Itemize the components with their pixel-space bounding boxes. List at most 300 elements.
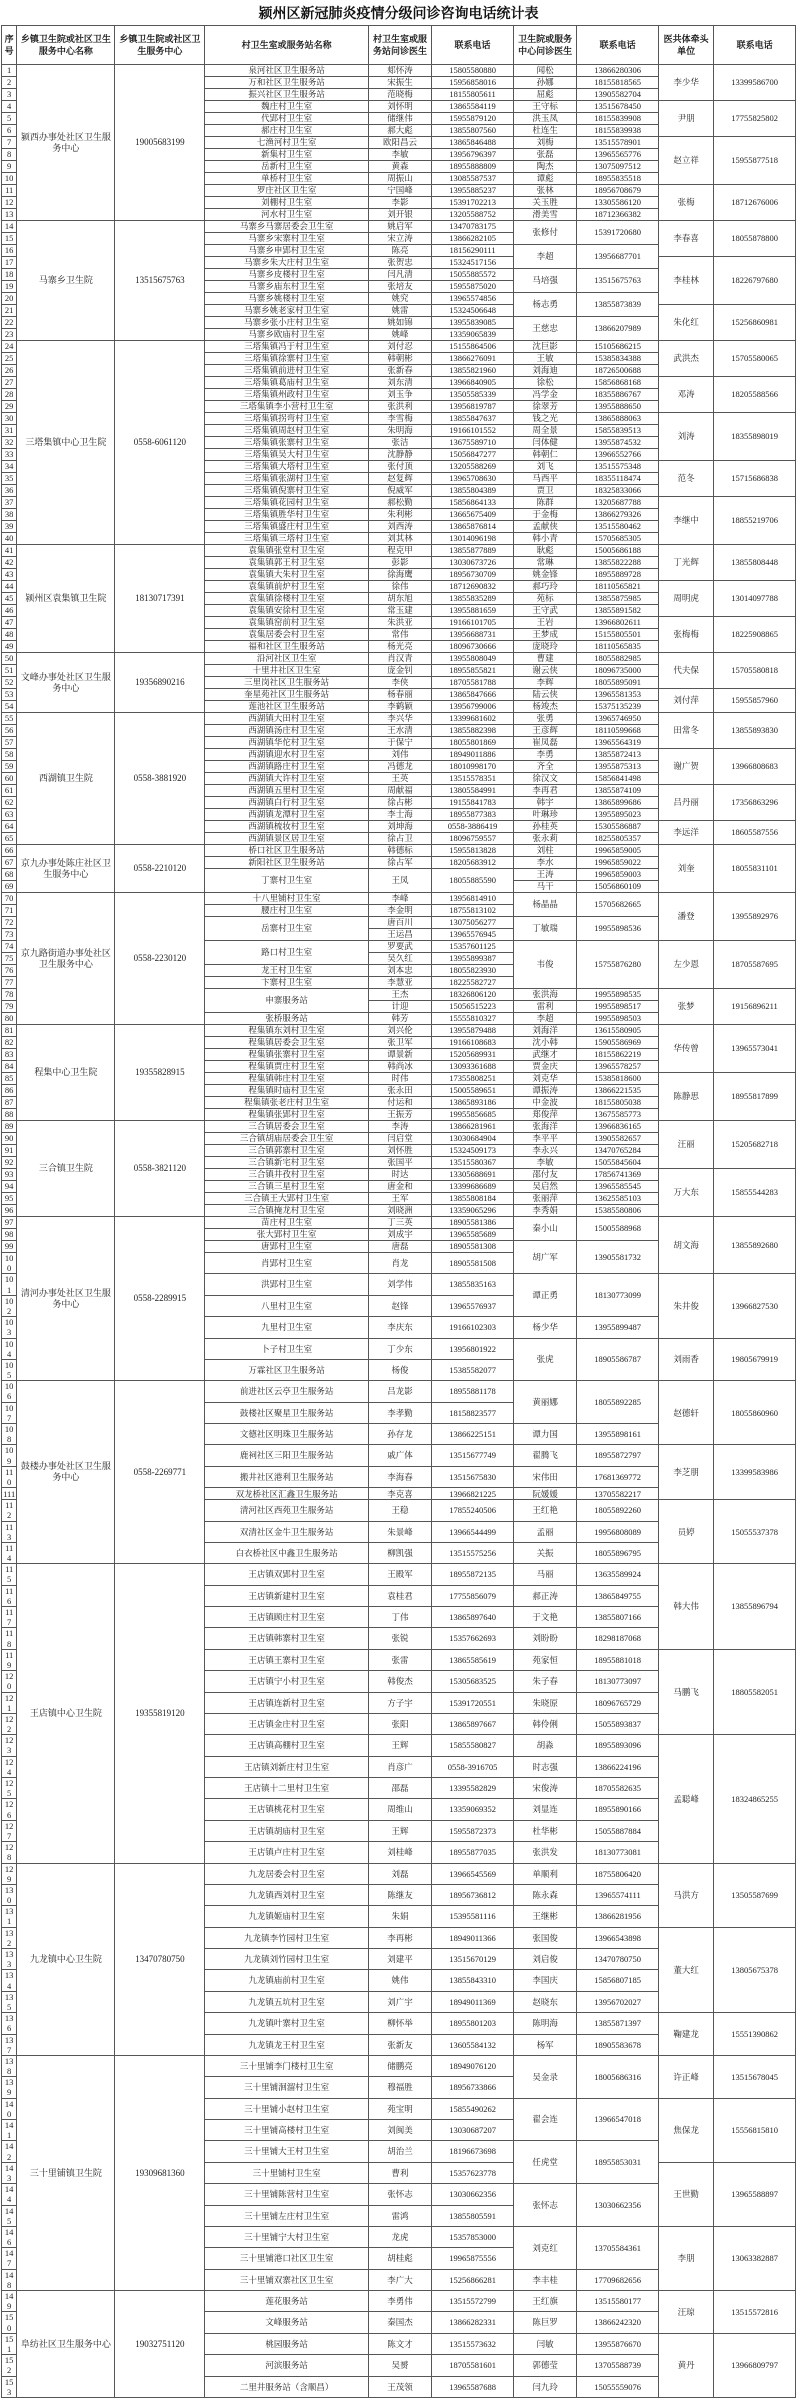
- station-name: 丁寨村卫生室: [205, 869, 369, 893]
- lead-phone: 19805679919: [714, 1338, 796, 1381]
- station-name: 九龙镇姬庙村卫生室: [205, 1906, 369, 1927]
- row-number: 106: [2, 1381, 17, 1402]
- village-doctor-phone: 18712690832: [432, 581, 514, 593]
- village-doctor: 周维山: [368, 1799, 431, 1820]
- village-doctor: 吴久红: [368, 953, 431, 965]
- row-number: 100: [2, 1253, 17, 1274]
- row-number: 78: [2, 989, 17, 1001]
- station-name: 单桥村卫生室: [205, 173, 369, 185]
- station-name: 王店镇桃花村卫生室: [205, 1799, 369, 1820]
- center-doctor-phone: 19965859005: [577, 845, 659, 857]
- lead-phone: 15715686838: [714, 461, 796, 497]
- center-doctor: 谭彪: [513, 173, 576, 185]
- village-doctor-phone: 13855882398: [432, 725, 514, 737]
- station-name: 卜子村卫生室: [205, 1338, 369, 1359]
- lead-phone: 13515572816: [714, 2291, 796, 2334]
- table-row: [2, 1564, 796, 1585]
- lead-phone: 15205682718: [714, 1121, 796, 1169]
- village-doctor-phone: 13865584119: [432, 101, 514, 113]
- village-doctor: 刘广宇: [368, 1991, 431, 2012]
- center-doctor-phone: 13965578257: [577, 1061, 659, 1073]
- village-doctor: 王辉: [368, 1735, 431, 1756]
- lead-phone: 18226797680: [714, 257, 796, 305]
- row-number: 39: [2, 521, 17, 533]
- village-doctor: 姚雷: [368, 305, 431, 317]
- lead-phone: 13855893830: [714, 713, 796, 749]
- center-doctor-phone: 13515678450: [577, 101, 659, 113]
- row-number: 43: [2, 569, 17, 581]
- row-number: 14: [2, 221, 17, 233]
- center-doctor-phone: 18110599668: [577, 725, 659, 737]
- center-doctor: 李秀娟: [513, 1205, 576, 1217]
- center-doctor-phone: 13855822288: [577, 557, 659, 569]
- lead-phone: 18805582051: [714, 1649, 796, 1735]
- center-doctor: 李国庆: [513, 1970, 576, 1991]
- village-doctor-phone: 19155841783: [432, 797, 514, 809]
- center-doctor: 钱之光: [513, 413, 576, 425]
- village-doctor: 孙存龙: [368, 1424, 431, 1445]
- row-number: 88: [2, 1109, 17, 1121]
- village-doctor: 李影: [368, 197, 431, 209]
- station-name: 三塔集镇张寨村卫生室: [205, 437, 369, 449]
- center-doctor: 胡淼: [513, 1735, 576, 1756]
- row-number: 61: [2, 785, 17, 797]
- village-doctor: 张贺忠: [368, 257, 431, 269]
- center-doctor-phone: 13905582704: [577, 89, 659, 101]
- village-doctor: 姚究: [368, 293, 431, 305]
- row-number: 41: [2, 545, 17, 557]
- row-number: 87: [2, 1097, 17, 1109]
- village-doctor-phone: 15555810327: [432, 1013, 514, 1025]
- center-doctor-phone: 18955893096: [577, 1735, 659, 1756]
- row-number: 79: [2, 1001, 17, 1013]
- lead-name: 张梅: [659, 185, 714, 221]
- table-row: [2, 2291, 796, 2312]
- center-doctor-phone: 13865849755: [577, 1585, 659, 1606]
- row-number: 77: [2, 977, 17, 989]
- lead-name: 周明虎: [659, 581, 714, 617]
- center-doctor: 陆云侠: [513, 689, 576, 701]
- center-doctor: 关振: [513, 1542, 576, 1563]
- station-name: 奎星苑社区卫生服务站: [205, 689, 369, 701]
- lead-phone: 15705580065: [714, 341, 796, 377]
- station-name: 新阳社区卫生服务站: [205, 857, 369, 869]
- village-doctor-phone: 18755813102: [432, 905, 514, 917]
- village-doctor-phone: 13866282331: [432, 2312, 514, 2333]
- village-doctor-phone: 18949011886: [432, 749, 514, 761]
- center-doctor-phone: 18355118474: [577, 473, 659, 485]
- village-doctor: 穆福胜: [368, 2077, 431, 2098]
- village-doctor-phone: 17855240506: [432, 1500, 514, 1521]
- row-number: 83: [2, 1049, 17, 1061]
- village-doctor: 李孝勤: [368, 1402, 431, 1423]
- center-doctor-phone: 13515580462: [577, 521, 659, 533]
- center-doctor-phone: 15905586969: [577, 1037, 659, 1049]
- village-doctor-phone: 13093361688: [432, 1061, 514, 1073]
- table-row: [2, 845, 796, 857]
- village-doctor: 刘晓洲: [368, 1205, 431, 1217]
- village-doctor: 闫启堂: [368, 1133, 431, 1145]
- center-doctor-phone: 18155805038: [577, 1097, 659, 1109]
- station-name: 七渔河村卫生室: [205, 137, 369, 149]
- row-number: 127: [2, 1820, 17, 1841]
- village-doctor: 肖龙: [368, 1253, 431, 1274]
- center-phone: 19032751120: [115, 2291, 205, 2398]
- center-doctor-phone: 15856841498: [577, 773, 659, 785]
- row-number: 73: [2, 929, 17, 941]
- row-number: 136: [2, 2013, 17, 2034]
- center-doctor: 贾卫: [513, 485, 576, 497]
- lead-phone: 15256860981: [714, 305, 796, 341]
- station-name: 三塔集镇吴大村卫生室: [205, 449, 369, 461]
- center-doctor: 邵付友: [513, 1169, 576, 1181]
- center-name: 阜纺社区卫生服务中心: [17, 2291, 115, 2398]
- center-doctor: 郭德莹: [513, 2355, 576, 2376]
- village-doctor-phone: 13965585689: [432, 1229, 514, 1241]
- village-doctor: 郝大彪: [368, 125, 431, 137]
- center-doctor: 齐全: [513, 761, 576, 773]
- village-doctor-phone: 13359069352: [432, 1799, 514, 1820]
- center-name: 颍西办事处社区卫生服务中心: [17, 65, 115, 221]
- table-row: [2, 653, 796, 665]
- row-number: 141: [2, 2120, 17, 2141]
- center-doctor-phone: 13705584361: [577, 2226, 659, 2269]
- village-doctor-phone: 18955855821: [432, 665, 514, 677]
- station-name: 王店镇胡庙村卫生室: [205, 1820, 369, 1841]
- village-doctor: 王振芳: [368, 1109, 431, 1121]
- row-number: 143: [2, 2162, 17, 2183]
- village-doctor-phone: 13399681602: [432, 713, 514, 725]
- row-number: 85: [2, 1073, 17, 1085]
- lead-name: 代夫保: [659, 653, 714, 689]
- station-name: 程集镇张老庄村卫生室: [205, 1097, 369, 1109]
- table-row: [2, 1381, 796, 1402]
- center-doctor-phone: 15705685305: [577, 533, 659, 545]
- row-number: 125: [2, 1778, 17, 1799]
- village-doctor: 王军: [368, 1193, 431, 1205]
- row-number: 33: [2, 449, 17, 461]
- lead-name: 华传曾: [659, 1025, 714, 1073]
- center-doctor-phone: 13855872413: [577, 749, 659, 761]
- village-doctor-phone: 13855821960: [432, 365, 514, 377]
- village-doctor-phone: 13865897640: [432, 1607, 514, 1628]
- row-number: 60: [2, 773, 17, 785]
- center-doctor: 徐松: [513, 377, 576, 389]
- row-number: 140: [2, 2098, 17, 2119]
- village-doctor-phone: 18955872135: [432, 1564, 514, 1585]
- center-doctor-phone: 18355886767: [577, 389, 659, 401]
- village-doctor-phone: 13014096198: [432, 533, 514, 545]
- village-doctor-phone: 13359065839: [432, 329, 514, 341]
- center-doctor: 杨竣杰: [513, 701, 576, 713]
- station-name: 程集镇居委会卫生室: [205, 1037, 369, 1049]
- village-doctor-phone: 13965574856: [432, 293, 514, 305]
- village-doctor: 邵磊: [368, 1778, 431, 1799]
- center-phone: 19356890216: [115, 653, 205, 713]
- lead-name: 尹朋: [659, 101, 714, 137]
- center-doctor-phone: 19965859003: [577, 869, 659, 881]
- village-doctor-phone: 15055885572: [432, 269, 514, 281]
- center-doctor: 陈群: [513, 497, 576, 509]
- row-number: 42: [2, 557, 17, 569]
- center-doctor: 刘梅: [513, 137, 576, 149]
- village-doctor: 张国平: [368, 1157, 431, 1169]
- center-name: 三塔集镇中心卫生院: [17, 341, 115, 545]
- village-doctor: 张卫军: [368, 1037, 431, 1049]
- row-number: 10: [2, 173, 17, 185]
- station-name: 三塔集镇张湖村卫生室: [205, 473, 369, 485]
- village-doctor-phone: 13030684904: [432, 1133, 514, 1145]
- header-cell-0: 序号: [2, 26, 17, 65]
- station-name: 三合镇掩龙村卫生室: [205, 1205, 369, 1217]
- village-doctor-phone: 13865897667: [432, 1713, 514, 1734]
- station-name: 魏庄村卫生室: [205, 101, 369, 113]
- station-name: 九里村卫生室: [205, 1317, 369, 1338]
- village-doctor: 张付顶: [368, 461, 431, 473]
- village-doctor: 郏怀涛: [368, 65, 431, 77]
- station-name: 三塔集镇葛庙村卫生室: [205, 377, 369, 389]
- center-doctor: 杨志勇: [513, 293, 576, 317]
- village-doctor: 袁桂君: [368, 1585, 431, 1606]
- lead-name: 李远洋: [659, 821, 714, 845]
- lead-phone: 18605587556: [714, 821, 796, 845]
- center-doctor: 闫体健: [513, 437, 576, 449]
- row-number: 50: [2, 653, 17, 665]
- center-doctor-phone: 19955898536: [577, 917, 659, 941]
- village-doctor: 范晓梅: [368, 89, 431, 101]
- station-name: 袁集镇前炉村卫生室: [205, 581, 369, 593]
- row-number: 118: [2, 1628, 17, 1649]
- village-doctor-phone: 15955813828: [432, 845, 514, 857]
- center-doctor-phone: 13965585545: [577, 1181, 659, 1193]
- village-doctor: 李敏: [368, 149, 431, 161]
- center-doctor-phone: 13855871397: [577, 2013, 659, 2034]
- row-number: 47: [2, 617, 17, 629]
- row-number: 40: [2, 533, 17, 545]
- lead-name: 员婷: [659, 1500, 714, 1564]
- village-doctor: 周献福: [368, 785, 431, 797]
- center-doctor: 徐翠芳: [513, 401, 576, 413]
- center-doctor-phone: 17681369772: [577, 1466, 659, 1487]
- village-doctor-phone: 13030687207: [432, 2120, 514, 2141]
- station-name: 白衣桥社区中鑫卫生服务站: [205, 1542, 369, 1563]
- center-doctor-phone: 13955888650: [577, 401, 659, 413]
- center-doctor-phone: 19956808089: [577, 1521, 659, 1542]
- center-doctor-phone: 13955876670: [577, 2333, 659, 2354]
- village-doctor-phone: 13966545569: [432, 1863, 514, 1884]
- station-name: 王店镇王寨村卫生室: [205, 1649, 369, 1670]
- village-doctor-phone: 15305683525: [432, 1671, 514, 1692]
- station-name: 搬井社区港利卫生服务站: [205, 1466, 369, 1487]
- lead-phone: 18955817899: [714, 1073, 796, 1121]
- lead-phone: 13965573041: [714, 1025, 796, 1073]
- row-number: 97: [2, 1217, 17, 1229]
- center-doctor: 刘柱: [513, 845, 576, 857]
- center-doctor-phone: 18005686316: [577, 2055, 659, 2098]
- village-doctor-phone: 13665675409: [432, 509, 514, 521]
- station-name: 清河社区西苑卫生服务站: [205, 1500, 369, 1521]
- center-doctor: 孙娜: [513, 77, 576, 89]
- station-name: 岳新村卫生室: [205, 161, 369, 173]
- village-doctor: 赵锋: [368, 1295, 431, 1316]
- station-name: 三十里铺港口社区卫生室: [205, 2248, 369, 2269]
- lead-name: 丁光辉: [659, 545, 714, 581]
- village-doctor-phone: 13855835289: [432, 593, 514, 605]
- row-number: 135: [2, 1991, 17, 2012]
- village-doctor-phone: 18158823577: [432, 1402, 514, 1423]
- row-number: 63: [2, 809, 17, 821]
- village-doctor-phone: 15855490262: [432, 2098, 514, 2119]
- row-number: 8: [2, 149, 17, 161]
- center-name: 程集中心卫生院: [17, 1025, 115, 1121]
- village-doctor: 张永田: [368, 1085, 431, 1097]
- station-name: 新集村卫生室: [205, 149, 369, 161]
- village-doctor: 柳怀举: [368, 2013, 431, 2034]
- row-number: 31: [2, 425, 17, 437]
- village-doctor: 罗要武: [368, 941, 431, 953]
- village-doctor: 朱明海: [368, 425, 431, 437]
- station-name: 申寨服务站: [205, 989, 369, 1013]
- village-doctor-phone: 13675589710: [432, 437, 514, 449]
- center-doctor-phone: 13966802611: [577, 617, 659, 629]
- village-doctor: 朱洪亚: [368, 617, 431, 629]
- village-doctor: 丁少东: [368, 1338, 431, 1359]
- station-name: 龙王村卫生室: [205, 965, 369, 977]
- village-doctor-phone: 18949011366: [432, 1927, 514, 1948]
- village-doctor: 时达: [368, 1169, 431, 1181]
- village-doctor-phone: 15955872373: [432, 1820, 514, 1841]
- station-name: 三合镇居委会卫生室: [205, 1121, 369, 1133]
- center-doctor-phone: 18055896795: [577, 1542, 659, 1563]
- village-doctor-phone: 0558-3916705: [432, 1756, 514, 1777]
- center-doctor: 张海洋: [513, 1121, 576, 1133]
- village-doctor: 刘建平: [368, 1949, 431, 1970]
- row-number: 28: [2, 389, 17, 401]
- village-doctor: 张培友: [368, 281, 431, 293]
- village-doctor-phone: 13855807560: [432, 125, 514, 137]
- village-doctor: 郝松勤: [368, 497, 431, 509]
- village-doctor-phone: 13515573632: [432, 2333, 514, 2354]
- row-number: 122: [2, 1713, 17, 1734]
- center-doctor-phone: 15055893837: [577, 1713, 659, 1734]
- village-doctor-phone: 13855843310: [432, 1970, 514, 1991]
- village-doctor: 冯德龙: [368, 761, 431, 773]
- row-number: 57: [2, 737, 17, 749]
- village-doctor: 常玉建: [368, 605, 431, 617]
- row-number: 26: [2, 365, 17, 377]
- station-name: 西湖镇迎水村卫生室: [205, 749, 369, 761]
- center-doctor-phone: 13965564319: [577, 737, 659, 749]
- center-name: 颍州区袁集镇卫生院: [17, 545, 115, 653]
- center-doctor: 刘飞: [513, 461, 576, 473]
- center-doctor-phone: 19955898517: [577, 1001, 659, 1013]
- row-number: 27: [2, 377, 17, 389]
- village-doctor: 胡治兰: [368, 2141, 431, 2162]
- row-number: 12: [2, 197, 17, 209]
- center-doctor: 王慈忠: [513, 317, 576, 341]
- lead-name: 刘付萍: [659, 689, 714, 713]
- center-name: 三十里铺镇卫生院: [17, 2055, 115, 2290]
- center-doctor: 张勇: [513, 713, 576, 725]
- center-doctor-phone: 13966547018: [577, 2098, 659, 2141]
- station-name: 三十里铺李门楼村卫生室: [205, 2055, 369, 2076]
- lead-phone: 18055860960: [714, 1381, 796, 1445]
- village-doctor: 韩朝彬: [368, 353, 431, 365]
- center-doctor: 丁敏瑞: [513, 917, 576, 941]
- village-doctor-phone: 13965708630: [432, 473, 514, 485]
- village-doctor-phone: 13955879488: [432, 1025, 514, 1037]
- station-name: 三塔集镇州政村卫生室: [205, 389, 369, 401]
- row-number: 103: [2, 1317, 17, 1338]
- row-number: 138: [2, 2055, 17, 2076]
- village-doctor: 吴赟: [368, 2355, 431, 2376]
- center-doctor-phone: 13855873839: [577, 293, 659, 317]
- center-doctor: 李平平: [513, 1133, 576, 1145]
- lead-name: 武洪杰: [659, 341, 714, 377]
- village-doctor-phone: 13805584991: [432, 785, 514, 797]
- village-doctor: 于保宁: [368, 737, 431, 749]
- table-row: [2, 2055, 796, 2076]
- village-doctor: 储鹏亮: [368, 2055, 431, 2076]
- center-doctor-phone: 17709682656: [577, 2269, 659, 2290]
- village-doctor-phone: 15956858016: [432, 77, 514, 89]
- village-doctor-phone: 15256866281: [432, 2269, 514, 2290]
- center-doctor-phone: 18712366382: [577, 209, 659, 221]
- row-number: 7: [2, 137, 17, 149]
- station-name: 双龙桥社区汇鑫卫生服务站: [205, 1488, 369, 1500]
- center-doctor: 刘海迪: [513, 365, 576, 377]
- lead-phone: 18055878800: [714, 221, 796, 257]
- station-name: 腰庄村卫生室: [205, 905, 369, 917]
- station-name: 西湖镇大许村卫生室: [205, 773, 369, 785]
- station-name: 三十里铺陈营村卫生室: [205, 2184, 369, 2205]
- row-number: 116: [2, 1585, 17, 1606]
- row-number: 36: [2, 485, 17, 497]
- center-doctor-phone: 18755806420: [577, 1863, 659, 1884]
- center-doctor-phone: 18155839908: [577, 113, 659, 125]
- center-doctor: 杜华彬: [513, 1820, 576, 1841]
- center-doctor-phone: 13956702027: [577, 1991, 659, 2012]
- center-doctor-phone: 13956687701: [577, 245, 659, 269]
- row-number: 69: [2, 881, 17, 893]
- center-doctor: 张洪发: [513, 1842, 576, 1863]
- village-doctor-phone: 13866281961: [432, 1121, 514, 1133]
- village-doctor: 张阳: [368, 1713, 431, 1734]
- center-doctor-phone: 15391720680: [577, 221, 659, 245]
- row-number: 130: [2, 1884, 17, 1905]
- center-doctor-phone: 18055892260: [577, 1500, 659, 1521]
- village-doctor: 刘西涛: [368, 521, 431, 533]
- village-doctor: 李峰: [368, 893, 431, 905]
- village-doctor: 沈静静: [368, 449, 431, 461]
- station-name: 三塔集镇盛庄村卫生室: [205, 521, 369, 533]
- station-name: 马寨乡马寨居委会卫生室: [205, 221, 369, 233]
- village-doctor-phone: 15324509173: [432, 1145, 514, 1157]
- village-doctor: 胡桂彪: [368, 2248, 431, 2269]
- center-phone: 0558-3821120: [115, 1121, 205, 1217]
- row-number: 124: [2, 1756, 17, 1777]
- center-phone: 13470780750: [115, 1863, 205, 2055]
- station-name: 三合镇郭寨村卫生室: [205, 1145, 369, 1157]
- row-number: 9: [2, 161, 17, 173]
- row-number: 58: [2, 749, 17, 761]
- village-doctor: 时伟: [368, 1073, 431, 1085]
- station-name: 王店镇韩寨村卫生室: [205, 1628, 369, 1649]
- lead-phone: 13855808448: [714, 545, 796, 581]
- station-name: 万和社区卫生服务站: [205, 77, 369, 89]
- center-doctor: 马西平: [513, 473, 576, 485]
- row-number: 72: [2, 917, 17, 929]
